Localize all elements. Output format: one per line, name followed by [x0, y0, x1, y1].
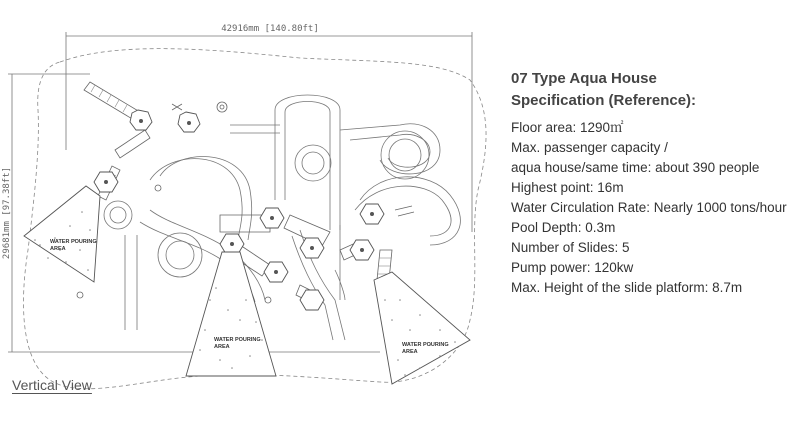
specification-panel [511, 68, 800, 298]
spec-title [511, 68, 800, 112]
pour-area-sub-left: AREA [50, 246, 66, 252]
spec-item-highest-point: Highest point: 16m [511, 180, 624, 195]
spec-item-capacity-1: Max. passenger capacity / [511, 140, 668, 155]
water-pouring-area-left [24, 186, 100, 282]
spiral-slides [104, 131, 429, 277]
spec-item-floor-area: Floor area: 1290㎡ [511, 120, 624, 135]
spec-title-line1: 07 Type Aqua House [511, 70, 657, 87]
pour-area-sub-center: AREA [214, 344, 230, 350]
spec-item-capacity-2: aqua house/same time: about 390 people [511, 160, 760, 175]
pour-area-sub-right: AREA [402, 349, 418, 355]
spec-item-circulation: Water Circulation Rate: Nearly 1000 tons/hour [511, 200, 787, 215]
pour-area-label-left: WATER POURING [50, 239, 97, 245]
spec-item-platform-height: Max. Height of the slide platform: 8.7m [511, 280, 743, 295]
spec-list [511, 118, 800, 298]
spec-item-pump: Pump power: 120kw [511, 260, 634, 275]
pour-area-label-center: WATER POURING [214, 337, 261, 343]
vertical-view-label: Vertical View [12, 377, 92, 393]
spec-item-slides: Number of Slides: 5 [511, 240, 630, 255]
spec-title-line2: Specification (Reference): [511, 92, 697, 109]
height-dimension: 29681mm [97.38ft] [2, 166, 12, 260]
spec-item-pool-depth: Pool Depth: 0.3m [511, 220, 616, 235]
width-dimension: 42916mm [140.80ft] [221, 24, 319, 34]
pour-area-label-right: WATER POURING [402, 342, 449, 348]
water-pouring-area-right [374, 272, 470, 384]
water-pouring-area-center [186, 252, 276, 376]
